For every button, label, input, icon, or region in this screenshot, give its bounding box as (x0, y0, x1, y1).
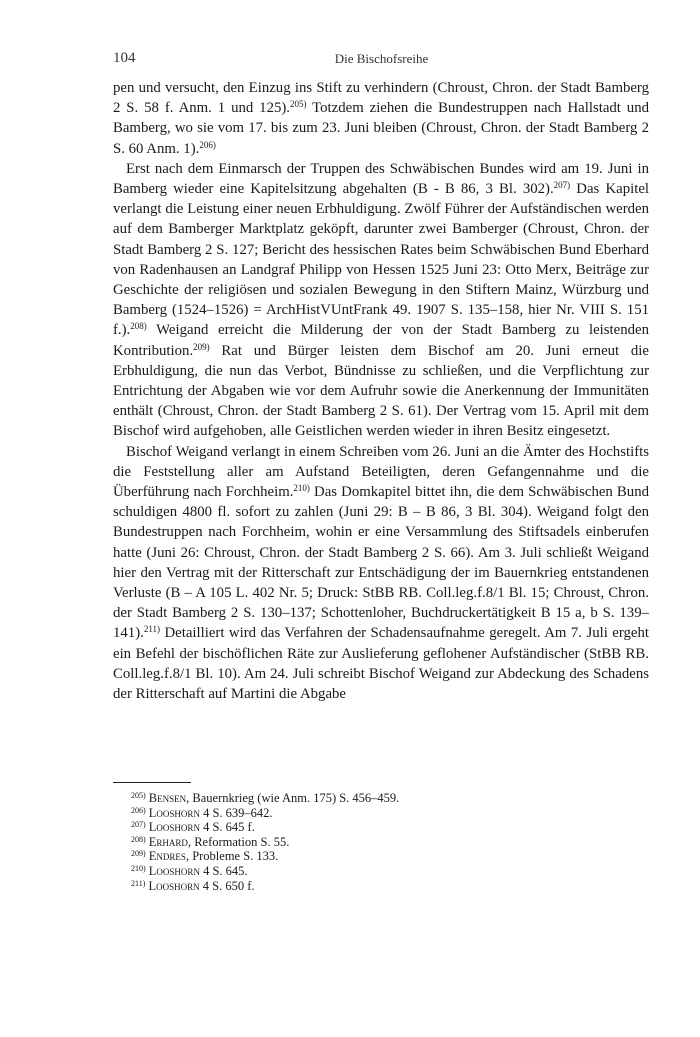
footnote (131, 864, 611, 879)
footnote-number: 209) (131, 849, 146, 859)
footnote (131, 820, 611, 835)
footnote-text: 4 S. 645 f. (199, 820, 255, 835)
page-header (113, 50, 650, 68)
footnote-reference: 210) (293, 483, 310, 494)
footnotes (131, 791, 611, 893)
footnote-reference: 206) (199, 139, 216, 150)
footnote-author: Looshorn (148, 805, 200, 820)
paragraph-text: Erst nach dem Einmarsch der Truppen des Schwäbischen Bundes wird am 19. Juni in Bamberg wieder eine Kapitelsitzung abgehalten (B - B 86, 3 Bl. 302). (113, 160, 649, 198)
footnote-author: Endres (148, 849, 186, 864)
paragraph-text: Bischof Weigand verlangt in einem Schreiben vom 26. Juni an die Ämter des Hochstifts die Feststellung aller am Aufstand Beteiligten, deren Gefangennahme und die Überführung nach Forchheim. (113, 443, 649, 501)
paragraph-text: Weigand erreicht die Milderung der von der Stadt Bamberg zu leistenden Kontribution. (113, 322, 649, 359)
paragraph-text: pen und versucht, den Einzug ins Stift zu verhindern (Chroust, Chron. der Stadt Bamberg 2 S. 58 f. Anm. 1 und 125). (113, 80, 649, 117)
footnote (131, 849, 611, 864)
footnote-number: 210) (131, 863, 146, 873)
paragraph-text: Totzdem ziehen die Bundestruppen nach Hallstadt und Bamberg, wo sie vom 17. bis zum 23. Juni bleiben (Chroust, Chron. der Stadt Bamberg 2 S. 60 Anm. 1). (113, 100, 649, 157)
footnote-author: Bensen (148, 791, 187, 805)
footnote-reference: 211) (143, 624, 160, 635)
footnote (131, 791, 611, 806)
footnote (131, 835, 611, 850)
paragraph (113, 442, 649, 705)
footnote-reference: 209) (193, 341, 210, 352)
footnote-number: 205) (131, 791, 146, 800)
running-title: Die Bischofsreihe (334, 51, 429, 66)
main-text (113, 78, 649, 704)
footnote-author: Looshorn (148, 878, 200, 893)
footnote-reference: 208) (130, 321, 147, 332)
footnote (131, 879, 611, 894)
footnote-text: , Probleme S. 133. (185, 849, 279, 864)
paragraph (113, 159, 649, 442)
footnote-text: 4 S. 645. (199, 863, 248, 878)
footnote-text: 4 S. 639–642. (199, 805, 273, 820)
footnote-number: 206) (131, 805, 146, 815)
footnote-divider (113, 782, 191, 783)
footnote-text: , Bauernkrieg (wie Anm. 175) S. 456–459. (186, 791, 400, 805)
footnote-text: 4 S. 650 f. (199, 878, 255, 893)
footnote-text: , Reformation S. 55. (187, 834, 290, 849)
footnote-author: Erhard (148, 834, 188, 849)
paragraph-text: Das Kapitel verlangt die Leistung einer neuen Erbhuldigung. Zwölf Führer der Aufständischen werden auf dem Bamberger Marktplatz geköpft, darunter zwei Bamberger (Chroust, Chron. der Stadt Bamberg 2 S. 127; Bericht des hessischen Rates beim Schwäbischen Bund Eberhard von Radenhausen an Landgraf Philipp von Hessen 1525 Juni 23: Otto Merx, Beiträge zur Geschichte der religiösen und sozialen Bewegung in den Stiftern Mainz, Würzburg und Bamberg (1524–1526) = ArchHistVUntFrank 49. 1907 S. 135–158, hier Nr. VIII S. 151 f.). (113, 181, 649, 339)
footnote-number: 208) (131, 834, 146, 844)
paragraph-text: Das Domkapitel bittet ihn, die dem Schwäbischen Bund schuldigen 4800 fl. sofort zu zahlen (Juni 29: B – B 86, 3 Bl. 304). Weigand folgt den Bundestruppen nach Forchheim, wohin er eine Versammlung des Stiftsadels einberufen hatte (Juni 26: Chroust, Chron. der Stadt Bamberg 2 S. 66). Am 3. Juli schließt Weigand hier den Vertrag mit der Ritterschaft zur Entschädigung der im Bauernkrieg entstandenen Verluste (B – A 105 L. 402 Nr. 5; Druck: StBB RB. Coll.leg.f.8/1 Bl. 15; Chroust, Chron. der Stadt Bamberg 2 S. 130–137; Schottenloher, Buchdruckertätigkeit B 15 a, b S. 139–141). (113, 484, 649, 642)
footnote-reference: 207) (553, 180, 571, 191)
page-number: 104 (113, 50, 136, 66)
paragraph-text: Rat und Bürger leisten dem Bischof am 20. Juni erneut die Erbhuldigung, die nun das Verbot, Bündnisse zu schließen, und die Verpflichtung zur Entrichtung der Abgaben wie vor dem Aufruhr sowie die Anerkennung der Immunitäten enthält (Chroust, Chron. der Stadt Bamberg 2 S. 61). Der Vertrag vom 15. April mit dem Bischof wird aufgehoben, alle Geistlichen werden wieder in ihren Besitz eingesetzt. (113, 342, 649, 440)
footnote-number: 207) (131, 820, 146, 830)
footnote-author: Looshorn (148, 820, 200, 835)
footnote-reference: 205) (290, 99, 307, 110)
footnote-author: Looshorn (148, 863, 200, 878)
footnote-number: 211) (131, 878, 146, 888)
paragraph (113, 78, 649, 159)
paragraph-text: Detailliert wird das Verfahren der Schadensaufnahme geregelt. Am 7. Juli ergeht ein Befehl der bischöflichen Räte zur Auslieferung geflohener Aufständischer (StBB RB. Coll.leg.f.8/1 Bl. 10). Am 24. Juli schreibt Bischof Weigand zur Abdeckung des Schadens der Ritterschaft auf Martini die Abgabe (113, 625, 649, 703)
footnote (131, 806, 611, 821)
